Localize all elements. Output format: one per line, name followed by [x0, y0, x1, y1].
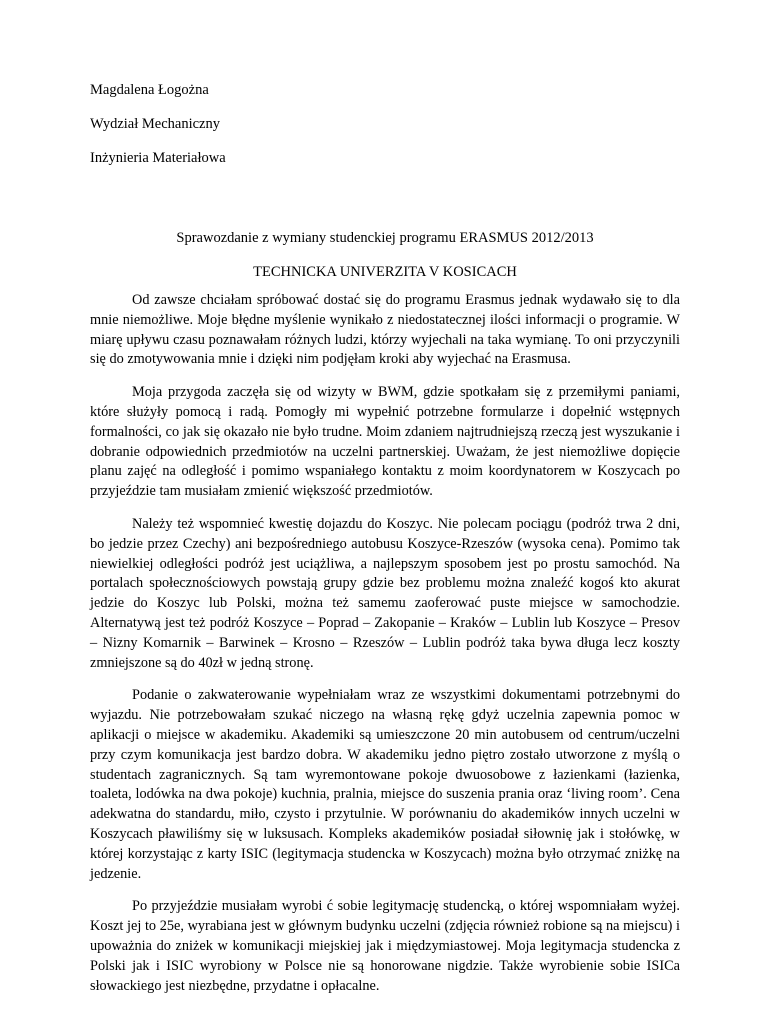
author-faculty: Wydział Mechaniczny — [90, 116, 220, 132]
paragraph-1: Od zawsze chciałam spróbować dostać się do programu Erasmus jednak wydawało się to dla mnie niemożliwe. Moje błędne myślenie wynikało z niedostatecznej ilości informacji o programie. W miarę upływu czasu poznawałam różnych ludzi, którzy wyjechali na taka wymianę. To oni przyczynili się do zmotywowania mnie i dzięki nim podjęłam kroki aby wyjechać na Erasmusa. — [90, 292, 680, 368]
university-name: TECHNICKA UNIVERZITA V KOSICACH — [253, 264, 517, 280]
paragraph-2: Moja przygoda zaczęła się od wizyty w BWM, gdzie spotkałam się z przemiłymi paniami, które służyły pomocą i radą. Pomogły mi wypełnić potrzebne formularze i dopełnić wstępnych formalności, co jak się okazało nie było trudne. Moim zdaniem najtrudniejszą rzeczą jest wyszukanie i dobranie odpowiednich przedmiotów na uczelni partnerskiej. Uważam, że jest niemożliwe dopięcie planu zajęć na odległość i pomimo wspaniałego kontaktu z moim koordynatorem w Koszycach po przyjeździe tam musiałam zmienić większość przedmiotów. — [90, 384, 680, 500]
paragraph-4: Podanie o zakwaterowanie wypełniałam wraz ze wszystkimi dokumentami potrzebnymi do wyjazdu. Nie potrzebowałam szukać niczego na własną rękę gdyż uczelnia zapewnia pomoc w aplikacji o miejsce w akademiku. Akademiki są umieszczone 20 min autobusem od centrum/uczelni przy czym komunikacja jest bardzo dobra. W akademiku jedno piętro zostało utworzone z myślą o studentach zagranicznych. Są tam wyremontowane pokoje dwuosobowe z łazienkami (łazienka, toaleta, lodówka na dwa pokoje) kuchnia, pralnia, miejsce do suszenia prania oraz ‘living room’. Cena adekwatna do standardu, miło, czysto i przytulnie. W porównaniu do akademików innych uczelni w Koszycach pławiliśmy się w luksusach. Kompleks akademików posiadał siłownię jak i stołówkę, w której korzystając z karty ISIC (legitymacja studencka w Koszycach) można było otrzymać zniżkę na jedzenie. — [90, 687, 680, 882]
title-block — [90, 230, 680, 298]
author-field: Inżynieria Materiałowa — [90, 150, 226, 166]
paragraph-5: Po przyjeździe musiałam wyrobi ć sobie legitymację studencką, o której wspomniałam wyżej. Koszt jej to 25e, wyrabiana jest w głównym budynku uczelni (zdjęcia również robione są na miejscu) i upoważnia do zniżek w komunikacji miejskiej jak i międzymiastowej. Moja legitymacja studencka z Polski jak i ISIC wyrobiony w Polsce nie są honorowane nigdzie. Także wyrobienie sobie ISICa słowackiego jest niezbędne, przydatne i opłacalne. — [90, 898, 680, 994]
author-name: Magdalena Łogożna — [90, 82, 209, 98]
paragraph-3: Należy też wspomnieć kwestię dojazdu do Koszyc. Nie polecam pociągu (podróż trwa 2 dni, bo jedzie przez Czechy) ani bezpośredniego autobusu Koszyce-Rzeszów (wysoka cena). Pomimo tak niewielkiej odległości podróż jest uciążliwa, a najlepszym sposobem jest po prostu samochód. Na portalach społecznościowych powstają grupy gdzie bez problemu można znaleźć kogoś kto akurat jedzie do Koszyc lub Polski, można też samemu zaoferować puste miejsce w samochodzie. Alternatywą jest też podróż Koszyce – Poprad – Zakopanie – Kraków – Lublin lub Koszyce – Presov – Nizny Komarnik – Barwinek – Krosno – Rzeszów – Lublin podróż taka bywa długa lecz koszty zmniejszone są do 40zł w jedną stronę. — [90, 515, 680, 671]
report-body — [90, 291, 680, 1009]
author-block — [90, 82, 690, 184]
report-title: Sprawozdanie z wymiany studenckiej programu ERASMUS 2012/2013 — [176, 230, 594, 246]
